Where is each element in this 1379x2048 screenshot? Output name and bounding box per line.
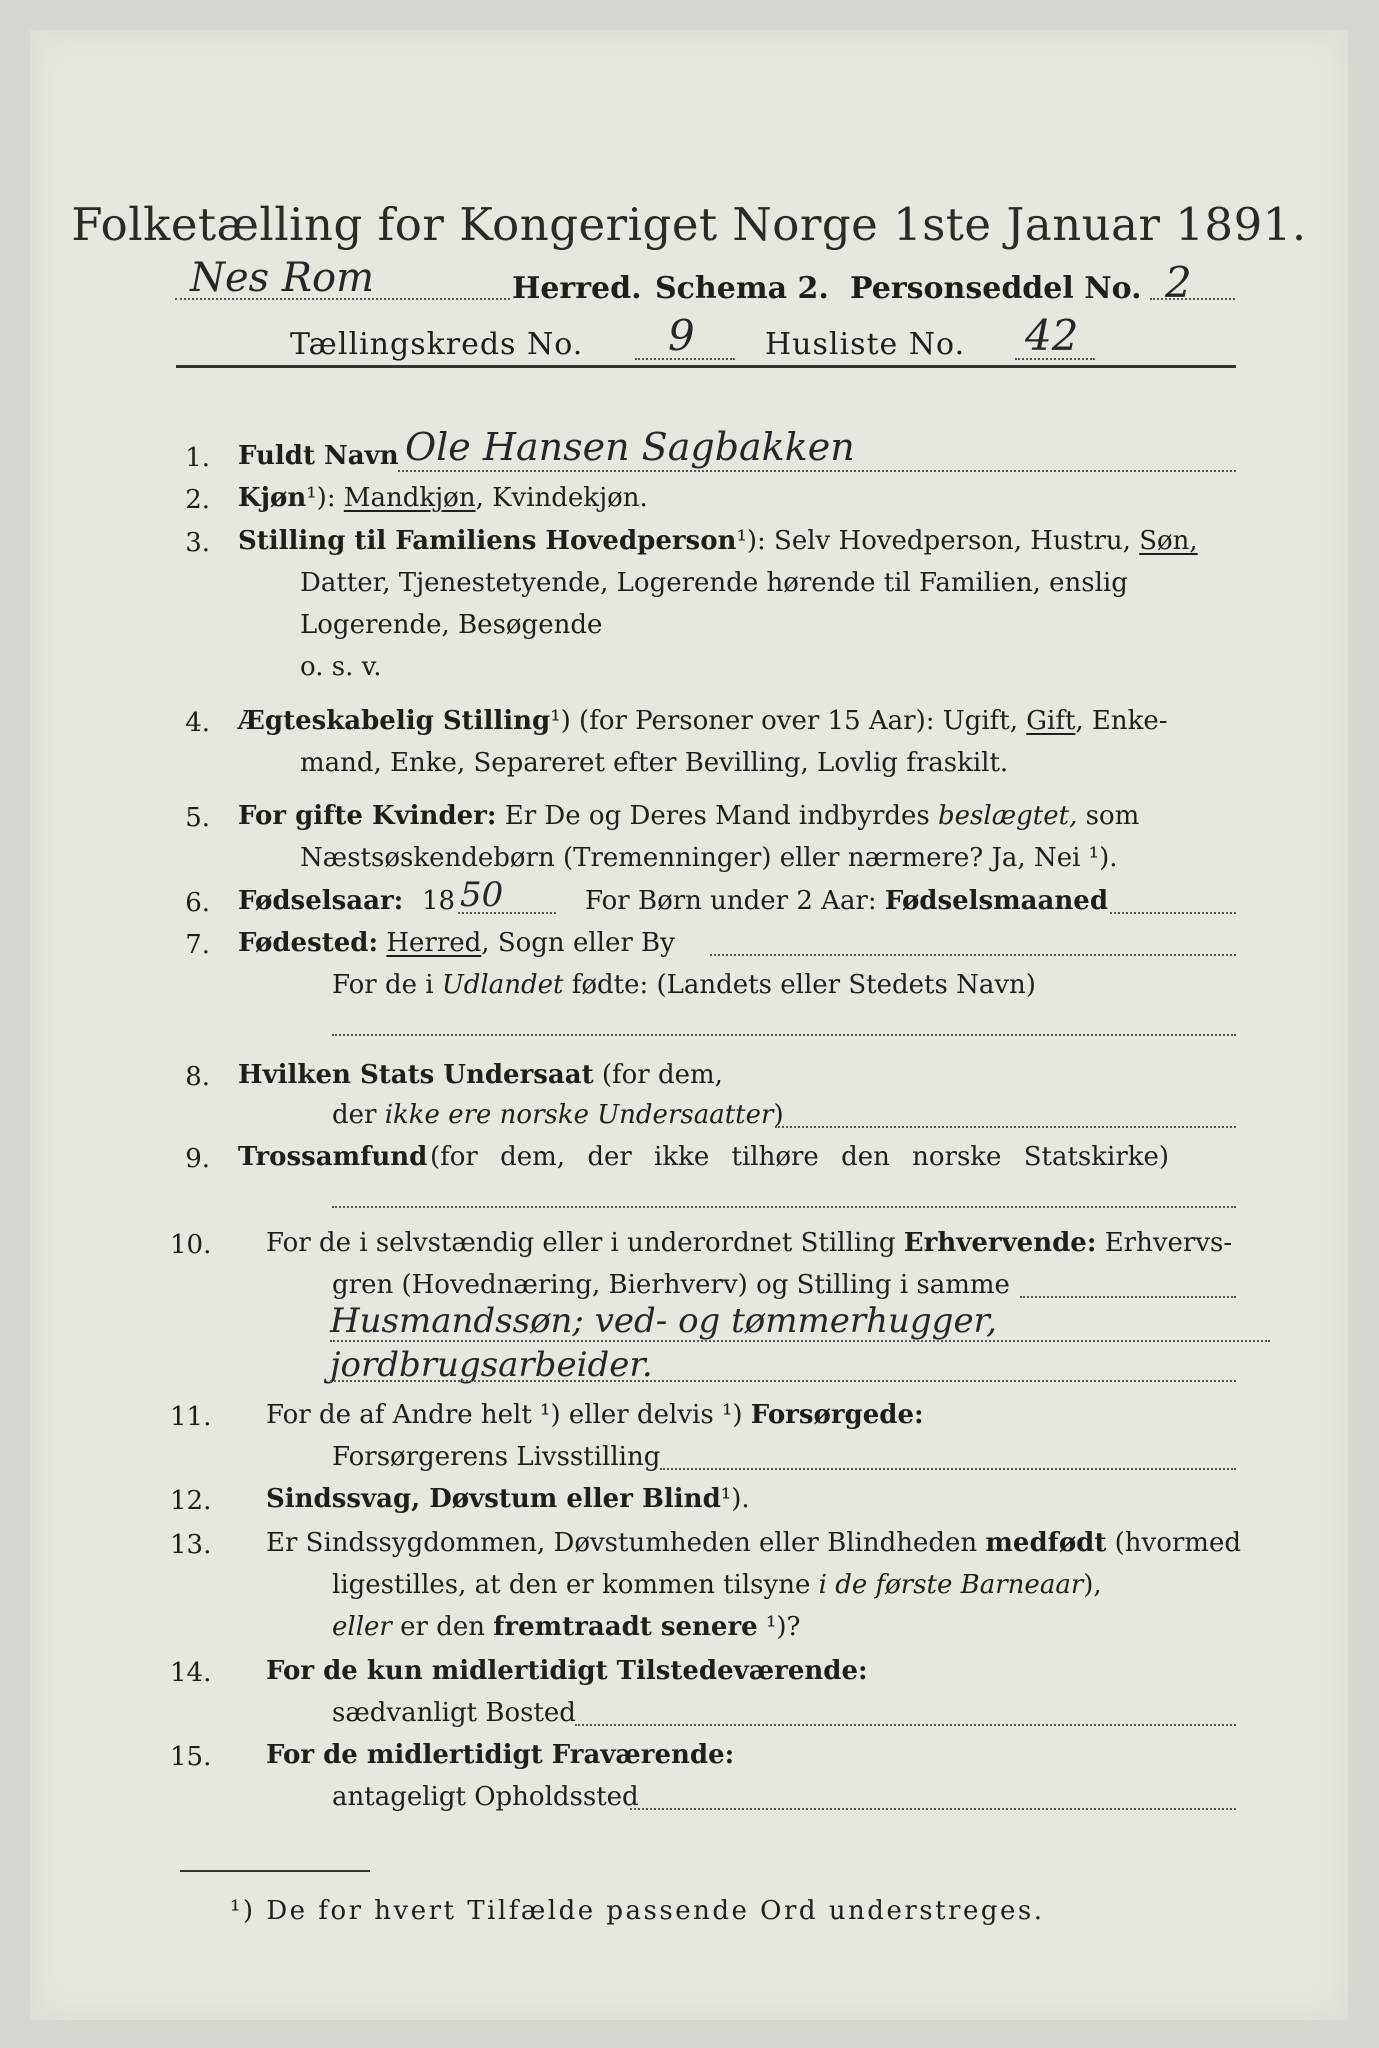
- item-number: 12.: [170, 1486, 212, 1516]
- kjon-rest: , Kvindekjøn.: [475, 483, 648, 513]
- aegteskab-line1: [238, 708, 1168, 734]
- aegteskab-line2: mand, Enke, Separeret efter Bevilling, Lovlig fraskilt.: [300, 748, 1009, 778]
- fodselsaar-label: Fødselsaar:: [238, 886, 404, 916]
- personseddel-label: Personseddel No.: [850, 271, 1142, 306]
- medfodt-label: medfødt: [985, 1528, 1107, 1558]
- stilling-sup: ¹):: [736, 526, 766, 556]
- fodested-label: Fødested:: [238, 928, 379, 958]
- sindssvag-line: [266, 1486, 750, 1512]
- medfodt-line1: [266, 1530, 1241, 1556]
- fodested-line1: [238, 930, 675, 956]
- erhverv-value-dots2: [330, 1380, 1236, 1382]
- item-number: 1.: [185, 443, 210, 473]
- gifte-text: Er De og Deres Mand indbyrdes: [504, 801, 930, 831]
- medfodt-line3: [332, 1614, 800, 1640]
- erhverv-line1: [266, 1230, 1232, 1256]
- fravaerende-line2: antageligt Opholdssted: [332, 1782, 639, 1812]
- fodselsmaaned-text: For Børn under 2 Aar:: [585, 886, 877, 916]
- udland-italic: Udlandet: [441, 970, 564, 1000]
- personseddel-value: 2: [1165, 258, 1192, 307]
- udland-dots: [332, 1034, 1236, 1036]
- kreds-value: 9: [668, 311, 695, 360]
- erhverv-label: Erhvervende:: [903, 1228, 1097, 1258]
- kreds-label: Tællingskreds No.: [290, 327, 584, 362]
- senere-text: er den: [400, 1612, 485, 1642]
- undersaat-der: der: [332, 1100, 377, 1130]
- item-number: 14.: [170, 1658, 212, 1688]
- herred-value: Nes Rom: [190, 255, 375, 301]
- item-number: 6.: [185, 888, 210, 918]
- senere-italic: eller: [332, 1612, 392, 1642]
- name-value: Ole Hansen Sagbakken: [405, 425, 855, 469]
- senere-sup: ¹)?: [765, 1612, 801, 1642]
- kjon-label: Kjøn: [238, 483, 307, 513]
- undersaat-dots: [775, 1126, 1236, 1128]
- medfodt-text2: (hvormed: [1114, 1528, 1241, 1558]
- gifte-italic: beslægtet,: [938, 801, 1078, 831]
- fodselsaar-value: 50: [460, 875, 504, 915]
- item-number: 10.: [170, 1230, 212, 1260]
- fodested-line2: [332, 972, 1036, 998]
- medfodt-text4: ),: [1083, 1570, 1102, 1600]
- gifte-line1: [238, 803, 1139, 829]
- name-dots: [398, 470, 1236, 472]
- gifte-label: For gifte Kvinder:: [238, 801, 497, 831]
- stilling-line4: o. s. v.: [300, 652, 382, 682]
- header-rule: [176, 365, 1236, 368]
- tilstede-dots: [575, 1724, 1236, 1726]
- undersaat-paren: ): [773, 1100, 784, 1130]
- stilling-label: Stilling til Familiens Hovedperson: [238, 526, 737, 556]
- erhverv-text: For de i selvstændig eller i underordnet Stilling: [266, 1228, 896, 1258]
- erhverv-value-dots1: [330, 1340, 1270, 1342]
- udland-text2: fødte: (Landets eller Stedets Navn): [571, 970, 1036, 1000]
- undersaat-italic: ikke ere norske Undersaatter: [384, 1100, 774, 1130]
- fodselsaar-dots: [458, 912, 556, 914]
- item-number: 15.: [170, 1742, 212, 1772]
- stilling-line3: Logerende, Besøgende: [300, 610, 603, 640]
- forsorgede-text: For de af Andre helt ¹) eller delvis ¹): [266, 1400, 743, 1430]
- aegteskab-selected: Gift: [1026, 706, 1076, 736]
- erhverv-value-2: jordbrugsarbeider.: [330, 1345, 653, 1385]
- item-number: 11.: [170, 1402, 212, 1432]
- kjon-line: [238, 485, 648, 511]
- stilling-selected: Søn,: [1139, 526, 1198, 556]
- name-label: Fuldt Navn: [238, 441, 399, 471]
- fravaerende-dots: [630, 1808, 1236, 1810]
- gifte-line2: Næstsøskendebørn (Tremenninger) eller nærmere? Ja, Nei ¹).: [300, 843, 1118, 873]
- footnote-rule: [180, 1870, 370, 1872]
- aegteskab-text2: , Enke-: [1075, 706, 1168, 736]
- trossamfund-label: Trossamfund: [238, 1142, 428, 1172]
- stilling-line1: [238, 528, 1198, 554]
- aegteskab-sup: ¹): [550, 706, 571, 736]
- aegteskab-text: (for Personer over 15 Aar): Ugift,: [579, 706, 1018, 736]
- herred-label: Herred.: [512, 271, 642, 306]
- erhverv-line2: gren (Hovednæring, Bierhverv) og Stilling i samme: [332, 1270, 1010, 1300]
- aegteskab-label: Ægteskabelig Stilling: [238, 706, 551, 736]
- item-number: 5.: [185, 803, 210, 833]
- medfodt-text3: ligestilles, at den er kommen tilsyne: [332, 1570, 811, 1600]
- husliste-label: Husliste No.: [765, 327, 966, 362]
- fodselsaar-prefix: 18: [422, 886, 456, 916]
- forsorgede-line1: [266, 1402, 924, 1428]
- personseddel-dots: [1150, 298, 1235, 300]
- senere-label: fremtraadt senere: [493, 1612, 758, 1642]
- undersaat-text: (for dem,: [601, 1060, 723, 1090]
- medfodt-line2: [332, 1572, 1102, 1598]
- item-number: 13.: [170, 1530, 212, 1560]
- fodselsmaaned-dots: [1110, 912, 1236, 914]
- forsorgede-dots: [660, 1468, 1236, 1470]
- trossamfund-dots: [332, 1206, 1236, 1208]
- item-number: 2.: [185, 485, 210, 515]
- undersaat-line2: [332, 1102, 784, 1128]
- erhverv-dots: [1020, 1296, 1236, 1298]
- trossamfund-text: (for dem, der ikke tilhøre den norske Statskirke): [430, 1142, 1170, 1172]
- forsorgede-line2: Forsørgerens Livsstilling: [332, 1442, 661, 1472]
- fodested-selected: Herred: [386, 928, 482, 958]
- udland-text: For de i: [332, 970, 434, 1000]
- herred-dots: [175, 298, 510, 300]
- kjon-sup: ¹):: [306, 483, 336, 513]
- fodested-dots: [710, 954, 1236, 956]
- form-title: Folketælling for Kongeriget Norge 1ste Januar 1891.: [71, 198, 1307, 251]
- kreds-dots: [635, 358, 735, 360]
- fodselsmaaned-line: [585, 888, 1108, 914]
- tilstede-label: For de kun midlertidigt Tilstedeværende:: [266, 1656, 868, 1686]
- item-number: 3.: [185, 528, 210, 558]
- fodselsmaaned-label: Fødselsmaaned: [884, 886, 1109, 916]
- footnote: ¹) De for hvert Tilfælde passende Ord understreges.: [230, 1896, 1045, 1926]
- undersaat-line1: [238, 1062, 723, 1088]
- erhverv-text2: Erhvervs-: [1104, 1228, 1233, 1258]
- husliste-dots: [1015, 358, 1095, 360]
- item-number: 8.: [185, 1062, 210, 1092]
- item-number: 7.: [185, 930, 210, 960]
- sindssvag-sup: ¹).: [720, 1484, 750, 1514]
- stilling-options: Selv Hovedperson, Hustru,: [774, 526, 1131, 556]
- sindssvag-label: Sindssvag, Døvstum eller Blind: [266, 1484, 721, 1514]
- item-number: 4.: [185, 708, 210, 738]
- erhverv-value-1: Husmandssøn; ved- og tømmerhugger,: [330, 1301, 997, 1341]
- medfodt-italic: i de første Barneaar: [818, 1570, 1084, 1600]
- fravaerende-label: For de midlertidigt Fraværende:: [266, 1740, 735, 1770]
- schema-label: Schema 2.: [655, 271, 829, 306]
- fodested-rest: , Sogn eller By: [481, 928, 675, 958]
- gifte-text2: som: [1085, 801, 1140, 831]
- census-form: [30, 30, 1348, 2020]
- tilstede-line2: sædvanligt Bosted: [332, 1698, 576, 1728]
- undersaat-label: Hvilken Stats Undersaat: [238, 1060, 594, 1090]
- item-number: 9.: [185, 1144, 210, 1174]
- forsorgede-label: Forsørgede:: [750, 1400, 924, 1430]
- stilling-line2: Datter, Tjenestetyende, Logerende hørende til Familien, enslig: [300, 568, 1128, 598]
- medfodt-text: Er Sindssygdommen, Døvstumheden eller Blindheden: [266, 1528, 978, 1558]
- kjon-selected: Mandkjøn: [343, 483, 476, 513]
- husliste-value: 42: [1025, 311, 1079, 360]
